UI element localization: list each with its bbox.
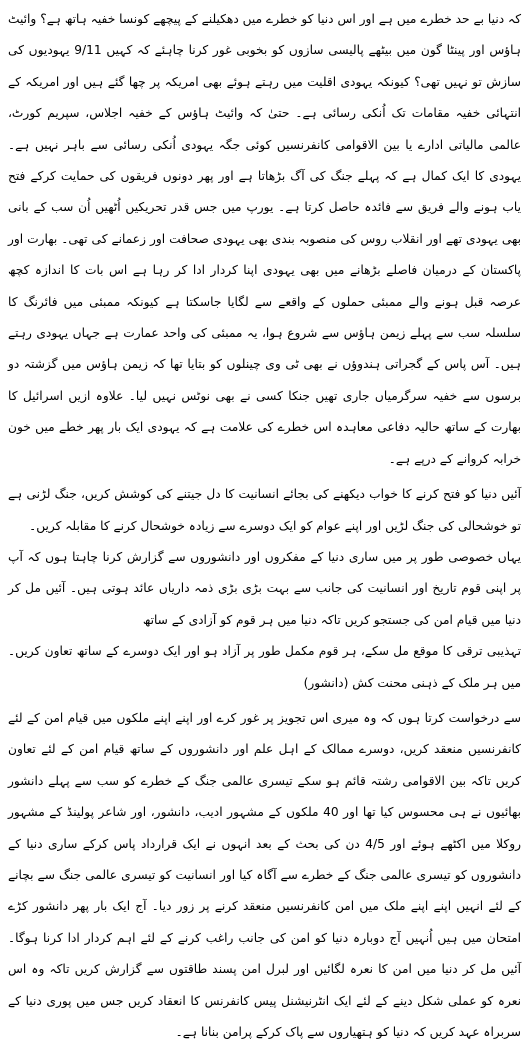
article-paragraph-1: کہ دنیا بے حد خطرے میں ہے اور اس دنیا کو خطرے میں دھکیلنے کے پیچھے کونسا خفیہ ہاتھ ہے؟ وائیٹ ہاؤس اور پینٹا گون میں بیٹھے پالیسی سازوں کو بخوبی غور کرنا چاہئے کہ کہیں 9/11 یہودیوں کی سازش تو نہیں تھی؟ کیونکہ یہودی اقلیت میں رہتے ہوئے بھی امریکہ پر چھا گئے ہیں اور امریکہ کے انتہائی خفیہ مقامات تک اُنکی رسائی ہے۔ حتیٰ کہ وائیٹ ہاؤس کے خفیہ اجلاس، سپریم کورٹ، عالمی مالیاتی ادارے یا بین الاقوامی کانفرنسیں کوئی جگہ یہودی اُنکی رسائی سے باہر نہیں ہے۔ یہودی کا ایک کمال ہے کہ پہلے جنگ کی آگ بڑھاتا ہے اور پھر دونوں فریقوں کی حمایت کرکے فتح یاب ہونے والے فریق سے فائدہ حاصل کرتا ہے۔ یورپ میں جس قدر تحریکیں اُٹھیں اُن سب کے بانی بھی یہودی تھے اور انقلاب روس کی منصوبہ بندی بھی یہودی صحافت اور زعمانے کی تھی۔ بھارت اور پاکستان کے درمیان فاصلے بڑھانے میں بھی یہودی اپنا کردار ادا کر رہا ہے اس بات کا اندازہ کچھ عرصہ قبل ہونے والے ممبئی حملوں کے واقعے سے لگایا جاسکتا ہے کیونکہ ممبئی میں فائرنگ کا سلسلہ سب سے پہلے زیمن ہاؤس سے شروع ہوا، یہ ممبئی کی واحد عمارت ہے جہاں یہودی رہتے ہیں۔ آس پاس کے گجراتی ہندوؤں نے بھی ٹی وی چینلوں کو بتایا تھا کہ زیمن ہاؤس میں گزشتہ دو برسوں سے خفیہ سرگرمیاں جاری تھیں جنکا کسی نے بھی نوٹس نہیں لیا۔ علاوہ ازیں اسرائیل کا بھارت کے ساتھ حالیہ دفاعی معاہدہ اس خطرے کی علامت ہے کہ یہودی ایک بار پھر خطے میں خون خرابہ کروانے کے درپے ہے۔ (8, 12, 521, 466)
article-paragraph-3: یہاں خصوصی طور پر میں ساری دنیا کے مفکروں اور دانشوروں سے گزارش کرنا چاہتا ہوں کہ آپ پر اپنی قوم تاریخ اور انسانیت کی جانب سے بہت بڑی بڑی ذمہ داریاں عائد ہوتی ہیں۔ آئیں مل کر دنیا میں قیام امن کی جستجو کریں تاکہ دنیا میں ہر قوم کو آزادی کے ساتھ (8, 549, 521, 627)
article-paragraph-5: سے درخواست کرتا ہوں کہ وہ میری اس تجویز پر غور کرے اور اپنے اپنے ملکوں میں قیام امن کے لئے کانفرنسیں منعقد کریں، دوسرے ممالک کے اہل علم اور دانشوروں کے ساتھ قیام امن کے لئے تعاون کریں تاکہ بین الاقوامی رشتہ قائم ہو سکے تیسری عالمی جنگ کے خطرے کو سب سے پہلے دانشور بھائیوں نے ہی محسوس کیا تھا اور 40 ملکوں کے مشہور ادیب، دانشور، اور شاعر پولینڈ کے مشہور روکلا میں اکٹھے ہوئے اور 4/5 دن کی بحث کے بعد انہوں نے ایک قرارداد پاس کرکے ساری دنیا کے دانشوروں کو تیسری عالمی جنگ کے خطرے سے آگاہ کیا اور انسانیت کو تیسری عالمی جنگ سے بچانے کے لئے انہیں اپنے اپنے ملک میں امن کانفرنسیں منعقد کرنے پر زور دیا۔ آج ایک بار پھر دانشور کڑے امتحان میں ہیں اُنہیں آج دوبارہ دنیا کو امن کی جانب راغب کرنے کے لئے اہم کردار ادا کرنا ہوگا۔ آئیں مل کر دنیا میں امن کا نعرہ لگائیں اور لبرل امن پسند طاقتوں سے گزارش کریں تاکہ وہ اس نعرہ کو عملی شکل دینے کے لئے ایک انٹرنیشنل پیس کانفرنس کا انعقاد کریں جس میں پوری دنیا کے سربراہ عہد کریں کہ دنیا کو ہتھیاروں سے پاک کرکے پرامن بنانا ہے۔ (8, 710, 521, 1039)
article-paragraph-2: آئیں دنیا کو فتح کرنے کا خواب دیکھنے کی بجائے انسانیت کا دل جیتنے کی کوشش کریں، جنگ لڑنی ہے تو خوشحالی کی جنگ لڑیں اور اپنے عوام کو ایک دوسرے سے زیادہ خوشحال کرنے کا مقابلہ کریں۔ (8, 487, 521, 533)
article-paragraph-4: تہذیبی ترقی کا موقع مل سکے، ہر قوم مکمل طور پر آزاد ہو اور ایک دوسرے کے ساتھ تعاون کریں۔ میں ہر ملک کے ذہنی محنت کش (دانشور) (8, 644, 521, 690)
